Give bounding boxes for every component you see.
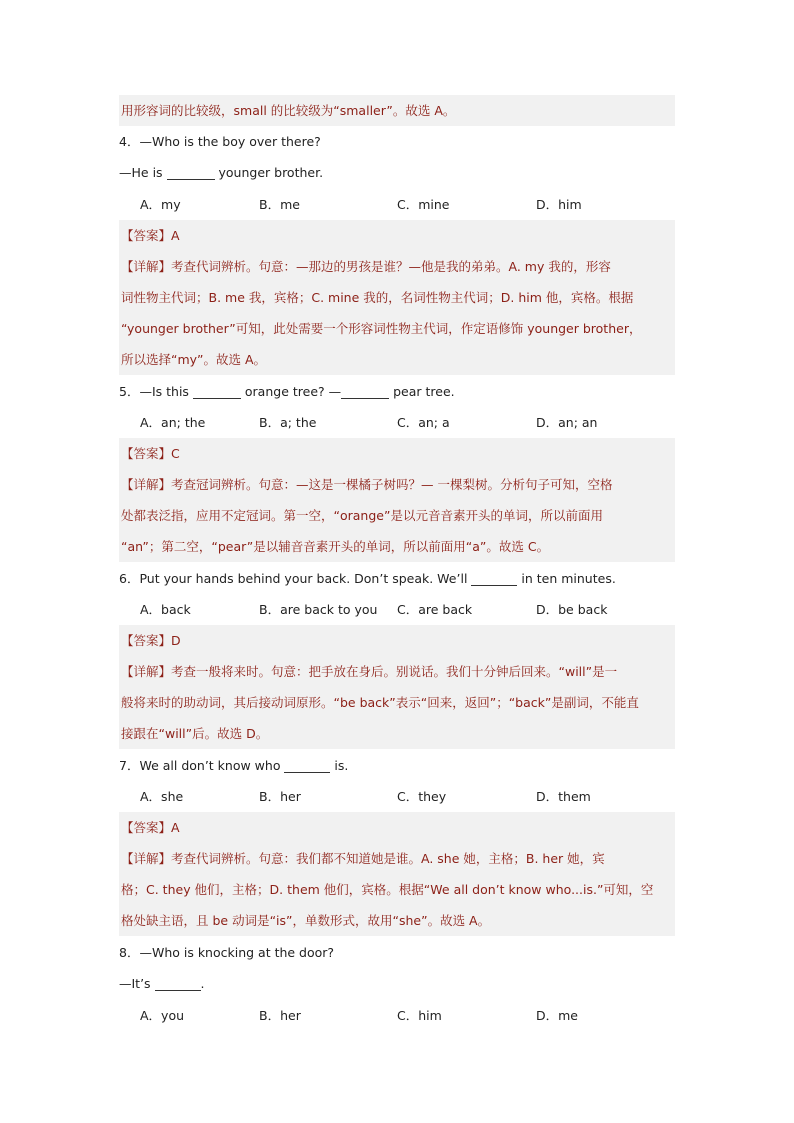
q7-answer: 【答案】A [119,812,675,843]
q5-option-b: B．a; the [259,415,317,430]
q8-stem-line1: 8．—Who is knocking at the door? [119,945,335,960]
q5-stem-post: pear tree. [389,384,455,399]
q5-explanation-line2: 处都表泛指，应用不定冠词。第一空，“orange”是以元音音素开头的单词，所以前面用 [119,500,675,531]
q6-explanation-line3: 接跟在“will”后。故选 D。 [119,718,675,749]
q5-explanation-line1: 【详解】考查冠词辨析。句意：—这是一棵橘子树吗？— 一棵梨树。分析句子可知，空格 [119,469,675,500]
q7-stem-pre: 7．We all don’t know who [119,758,285,773]
q5-option-d: D．an; an [536,415,598,430]
q5-explanation-line3: “an”；第二空，“pear”是以辅音音素开头的单词，所以前面用“a”。故选 C。 [119,531,675,562]
answer-blank [341,384,389,399]
q4-option-a: A．my [140,197,181,212]
q4-stem-line2 [119,157,675,188]
q5-stem-mid: orange tree? — [240,384,342,399]
q4-stem-pre: —He is [119,165,167,180]
q6-option-c: C．are back [397,602,473,617]
q7-stem [119,750,675,781]
q4-option-d: D．him [536,197,582,212]
q7-explanation-line2: 格；C. they 他们，主格；D. them 他们，宾格。根据“We all don’t know who...is.”可知，空 [119,874,675,905]
answer-blank [155,976,201,991]
q4-stem-line1: 4．—Who is the boy over there? [119,134,321,149]
answer-blank [471,571,517,586]
q6-stem-post: in ten minutes. [517,571,616,586]
q4-explanation-line2: 词性物主代词；B. me 我，宾格；C. mine 我的，名词性物主代词；D. him 他，宾格。根据 [119,282,675,313]
answer-blank [284,758,330,773]
q6-explanation-line2: 般将来时的助动词，其后接动词原形。“be back”表示“回来，返回”；“back”是副词，不能直 [119,687,675,718]
q4-explanation-line3: “younger brother”可知，此处需要一个形容词性物主代词，作定语修饰 younger brother， [119,313,675,344]
q4-explanation-line1: 【详解】考查代词辨析。句意：—那边的男孩是谁？—他是我的弟弟。A. my 我的，形容 [119,251,675,282]
q7-option-b: B．her [259,789,301,804]
q4-explanation-line4: 所以选择“my”。故选 A。 [119,344,675,375]
q7-explanation-line1: 【详解】考查代词辨析。句意：我们都不知道她是谁。A. she 她，主格；B. her 她，宾 [119,843,675,874]
q8-option-b: B．her [259,1008,301,1023]
q4-option-c: C．mine [397,197,450,212]
q6-option-d: D．be back [536,602,608,617]
q6-stem [119,563,675,594]
q8-option-c: C．him [397,1008,442,1023]
q7-option-d: D．them [536,789,591,804]
q6-stem-pre: 6．Put your hands behind your back. Don’t speak. We’ll [119,571,472,586]
q8-option-d: D．me [536,1008,578,1023]
q5-option-c: C．an; a [397,415,450,430]
q5-answer: 【答案】C [119,438,675,469]
q7-option-a: A．she [140,789,184,804]
q5-option-a: A．an; the [140,415,206,430]
q4-stem-post: younger brother. [214,165,324,180]
q8-stem-line2 [119,968,675,999]
q8-option-a: A．you [140,1008,185,1023]
q8-stem-post: . [200,976,205,991]
q7-explanation-line3: 格处缺主语，且 be 动词是“is”，单数形式，故用“she”。故选 A。 [119,905,675,936]
q6-explanation-line1: 【详解】考查一般将来时。句意：把手放在身后。别说话。我们十分钟后回来。“will”是一 [119,656,675,687]
q4-answer: 【答案】A [119,220,675,251]
q7-option-c: C．they [397,789,447,804]
q7-stem-post: is. [330,758,349,773]
q6-answer: 【答案】D [119,625,675,656]
q6-option-b: B．are back to you [259,602,378,617]
q3-explanation-tail: 用形容词的比较级，small 的比较级为“smaller”。故选 A。 [119,95,675,126]
answer-blank [193,384,241,399]
q8-stem-pre: —It’s [119,976,155,991]
q6-option-a: A．back [140,602,191,617]
answer-blank [167,165,215,180]
q5-stem [119,376,675,407]
q5-stem-pre: 5．—Is this [119,384,193,399]
q4-option-b: B．me [259,197,300,212]
